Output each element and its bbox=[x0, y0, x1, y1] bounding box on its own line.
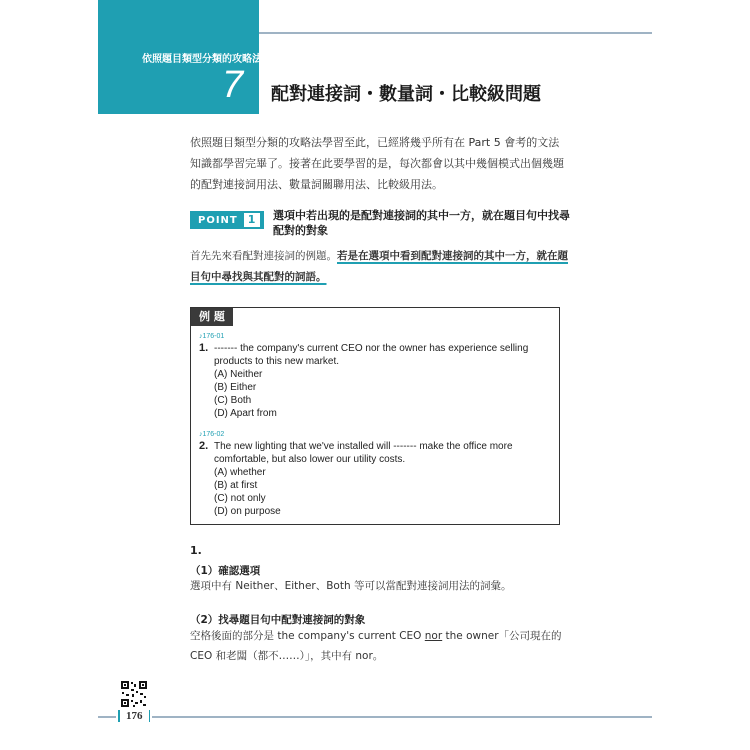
intro-paragraph: 依照題目類型分類的攻略法學習至此，已經將幾乎所有在 Part 5 會考的文法知識都學習完畢了。接著在此要學習的是，每次都會以其中幾個模式出個幾題的配對連接詞用法、數量詞關聯用法、比較級用法。 bbox=[190, 136, 564, 191]
question-text-line-1: ------- the company's current CEO nor the owner has experience selling bbox=[214, 343, 529, 354]
footer-rule-right bbox=[152, 716, 652, 718]
point-badge-number: 1 bbox=[244, 213, 261, 227]
chapter-tab-label: 依照題目類型分類的攻略法 bbox=[142, 54, 262, 65]
step-1-heading: （1）確認選項 bbox=[190, 565, 261, 577]
qr-code-icon bbox=[120, 680, 148, 708]
option-d: (D) Apart from bbox=[214, 408, 277, 419]
question-text-line-2: comfortable, but also lower our utility costs. bbox=[214, 454, 406, 465]
page-number: 176 bbox=[118, 710, 150, 722]
option-a: (A) whether bbox=[214, 467, 266, 478]
option-c: (C) Both bbox=[214, 395, 252, 406]
point-heading: 選項中若出現的是配對連接詞的其中一方，就在題目句中找尋配對的對象 bbox=[273, 209, 570, 237]
answer-number: 1. bbox=[190, 544, 202, 557]
point-body bbox=[190, 246, 568, 288]
option-c: (C) not only bbox=[214, 493, 266, 504]
chapter-number: 7 bbox=[222, 64, 244, 106]
question-2 bbox=[199, 430, 513, 518]
option-b: (B) at first bbox=[214, 480, 258, 491]
step-2-heading: （2）找尋題目句中配對連接詞的對象 bbox=[190, 614, 366, 626]
question-number: 1. bbox=[199, 342, 209, 354]
point-badge-label: POINT bbox=[198, 214, 238, 226]
question-text-line-2: products to this new market. bbox=[214, 356, 340, 367]
point-badge bbox=[190, 211, 264, 229]
header-rule bbox=[258, 32, 652, 34]
option-d: (D) on purpose bbox=[214, 506, 281, 517]
question-text-line-1: The new lighting that we've installed will ------- make the office more bbox=[214, 441, 513, 452]
question-number: 2. bbox=[199, 440, 209, 452]
point-body-emphasis: 若是在選項中看到配對連接詞的其中一方，就在題目句中尋找與其配對的詞語。 bbox=[190, 250, 568, 283]
step-2-body-part-b: the owner「公司現在的 CEO 和老闆（都不……）」，其中有 nor。 bbox=[190, 630, 562, 662]
step-1-body: 選項中有 Neither、Either、Both 等可以當配對連接詞用法的詞彙。 bbox=[190, 580, 512, 592]
step-2-body-nor: nor bbox=[424, 630, 443, 642]
example-box bbox=[190, 307, 560, 525]
question-1 bbox=[199, 332, 528, 420]
step-2-body-part-a: 空格後面的部分是 the company's current CEO bbox=[190, 630, 425, 642]
step-2-body bbox=[190, 626, 568, 666]
example-label: 例 題 bbox=[191, 308, 233, 326]
point-body-plain: 首先先來看配對連接詞的例題。 bbox=[190, 250, 337, 262]
option-b: (B) Either bbox=[214, 382, 257, 393]
audio-track-label: ♪176-01 bbox=[199, 333, 225, 340]
footer-rule-left bbox=[98, 716, 116, 718]
audio-track-label: ♪176-02 bbox=[199, 431, 225, 438]
chapter-title: 配對連接詞・數量詞・比較級問題 bbox=[271, 84, 541, 105]
option-a: (A) Neither bbox=[214, 369, 263, 380]
